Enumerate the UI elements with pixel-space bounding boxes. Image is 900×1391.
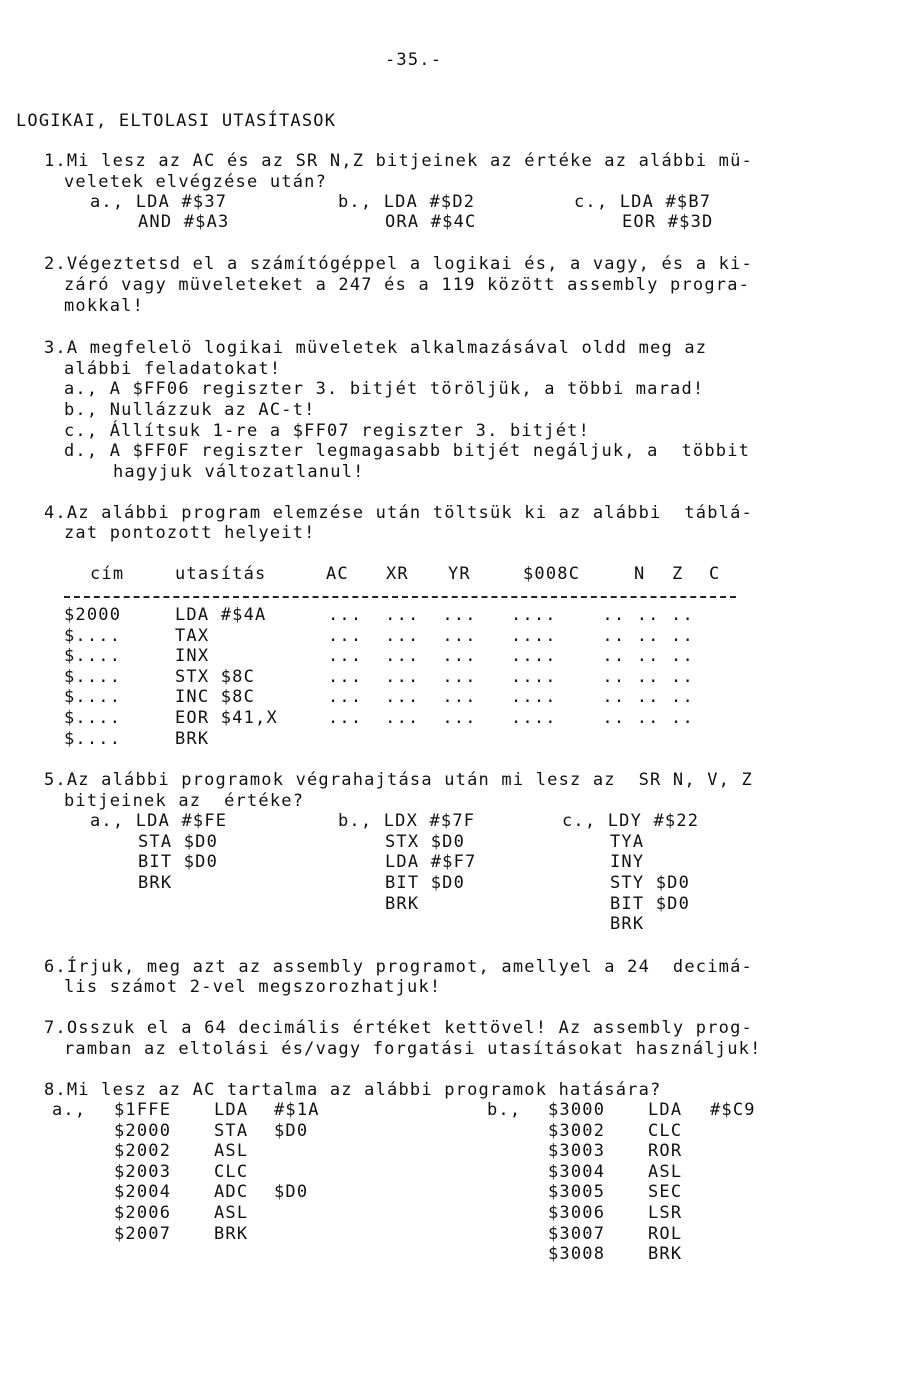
- table-row-1-values: ... ... ... .... .. .. ..: [328, 605, 694, 625]
- table-row-3-addr: $....: [64, 646, 122, 666]
- q1-c-line2: EOR #$3D: [622, 212, 714, 232]
- table-header-yr: YR: [448, 564, 471, 584]
- q3-item-d-line2: hagyjuk változatlanul!: [113, 462, 365, 482]
- q8-a-row3-addr: $2002: [114, 1141, 172, 1161]
- table-row-5-instr: INC $8C: [175, 687, 256, 707]
- table-row-2-instr: TAX: [175, 626, 210, 646]
- table-header-ac: AC: [326, 564, 349, 584]
- table-row-3-instr: INX: [175, 646, 210, 666]
- q8-b-label: b.,: [487, 1100, 522, 1120]
- q2-line1: 2.Végeztetsd el a számítógéppel a logikai és, a vagy, és a ki-: [44, 254, 753, 274]
- table-header-n: N: [634, 564, 646, 584]
- q8-b-row1-addr: $3000: [548, 1100, 606, 1120]
- q3-item-b: b., Nullázzuk az AC-t!: [64, 400, 316, 420]
- q8-b-row4-addr: $3004: [548, 1162, 606, 1182]
- q1-line1: 1.Mi lesz az AC és az SR N,Z bitjeinek az értéke az alábbi mü-: [44, 151, 753, 171]
- q7-line2: ramban az eltolási és/vagy forgatási utasításokat használjuk!: [64, 1039, 762, 1059]
- q8-a-row2-addr: $2000: [114, 1121, 172, 1141]
- table-row-6-values: ... ... ... .... .. .. ..: [328, 708, 694, 728]
- q7-line1: 7.Osszuk el a 64 decimális értéket kettövel! Az assembly prog-: [44, 1018, 753, 1038]
- q2-line3: mokkal!: [64, 296, 145, 316]
- q5-c-line5: BIT $D0: [610, 894, 691, 914]
- q3-item-c: c., Állítsuk 1-re a $FF07 regiszter 3. bitjét!: [64, 421, 591, 441]
- q3-item-d-line1: d., A $FF0F regiszter legmagasabb bitjét negáljuk, a többit: [64, 441, 751, 461]
- q8-b-row1-op: LDA: [648, 1100, 683, 1120]
- q4-line2: zat pontozott helyeit!: [64, 523, 316, 543]
- table-header-z: Z: [672, 564, 684, 584]
- table-row-2-values: ... ... ... .... .. .. ..: [328, 626, 694, 646]
- table-row-2-addr: $....: [64, 626, 122, 646]
- table-row-1-instr: LDA #$4A: [175, 605, 267, 625]
- q5-a-line2: STA $D0: [138, 832, 219, 852]
- table-row-1-addr: $2000: [64, 605, 122, 625]
- q5-b-line5: BRK: [385, 894, 420, 914]
- table-row-3-values: ... ... ... .... .. .. ..: [328, 646, 694, 666]
- q8-a-row1-op: LDA: [214, 1100, 249, 1120]
- table-header-xr: XR: [386, 564, 409, 584]
- page-number: -35.-: [385, 50, 443, 70]
- q5-c-line1: c., LDY #$22: [562, 811, 700, 831]
- q8-a-row7-addr: $2007: [114, 1224, 172, 1244]
- q8-a-row4-op: CLC: [214, 1162, 249, 1182]
- q8-b-row2-addr: $3002: [548, 1121, 606, 1141]
- section-heading: LOGIKAI, ELTOLASI UTASÍTASOK: [16, 111, 337, 131]
- q8-a-row5-arg: $D0: [274, 1182, 309, 1202]
- q8-a-label: a.,: [52, 1100, 87, 1120]
- q8-b-row3-op: ROR: [648, 1141, 683, 1161]
- q5-b-line3: LDA #$F7: [385, 852, 477, 872]
- q8-b-row7-op: ROL: [648, 1224, 683, 1244]
- table-row-7-instr: BRK: [175, 729, 210, 749]
- q5-b-line4: BIT $D0: [385, 873, 466, 893]
- table-row-7-addr: $....: [64, 729, 122, 749]
- q1-c-line1: c., LDA #$B7: [574, 192, 712, 212]
- q8-b-row2-op: CLC: [648, 1121, 683, 1141]
- q8-b-row4-op: ASL: [648, 1162, 683, 1182]
- q8-b-row8-addr: $3008: [548, 1244, 606, 1264]
- q8-b-row7-addr: $3007: [548, 1224, 606, 1244]
- q8-a-row4-addr: $2003: [114, 1162, 172, 1182]
- q1-b-line2: ORA #$4C: [385, 212, 477, 232]
- q2-line2: záró vagy müveleteket a 247 és a 119 között assembly progra-: [64, 275, 751, 295]
- table-divider: [64, 596, 736, 598]
- table-header-utasitas: utasítás: [175, 564, 267, 584]
- q5-b-line2: STX $D0: [385, 832, 466, 852]
- table-row-5-values: ... ... ... .... .. .. ..: [328, 687, 694, 707]
- q8-b-row6-op: LSR: [648, 1203, 683, 1223]
- q5-c-line2: TYA: [610, 832, 645, 852]
- table-row-4-addr: $....: [64, 667, 122, 687]
- q3-item-a: a., A $FF06 regiszter 3. bitjét töröljük, a többi marad!: [64, 379, 705, 399]
- q8-b-row8-op: BRK: [648, 1244, 683, 1264]
- q8-a-row1-arg: #$1A: [274, 1100, 320, 1120]
- q1-line2: veletek elvégzése után?: [64, 172, 328, 192]
- q3-line1: 3.A megfelelö logikai müveletek alkalmazásával oldd meg az: [44, 338, 708, 358]
- table-row-6-addr: $....: [64, 708, 122, 728]
- table-header-008c: $008C: [523, 564, 581, 584]
- table-header-c: C: [709, 564, 721, 584]
- q8-b-row3-addr: $3003: [548, 1141, 606, 1161]
- q8-a-row7-op: BRK: [214, 1224, 249, 1244]
- q8-b-row1-arg: #$C9: [710, 1100, 756, 1120]
- q8-a-row3-op: ASL: [214, 1141, 249, 1161]
- q1-a-line2: AND #$A3: [138, 212, 230, 232]
- q5-a-line1: a., LDA #$FE: [90, 811, 228, 831]
- q3-line2: alábbi feladatokat!: [64, 359, 282, 379]
- q8-a-row1-addr: $1FFE: [114, 1100, 172, 1120]
- q5-line1: 5.Az alábbi programok végrahajtása után mi lesz az SR N, V, Z: [44, 770, 753, 790]
- table-row-5-addr: $....: [64, 687, 122, 707]
- q6-line2: lis számot 2-vel megszorozhatjuk!: [64, 977, 442, 997]
- q1-a-line1: a., LDA #$37: [90, 192, 228, 212]
- table-header-cim: cím: [90, 564, 125, 584]
- q8-a-row2-op: STA: [214, 1121, 249, 1141]
- q8-b-row6-addr: $3006: [548, 1203, 606, 1223]
- q5-b-line1: b., LDX #$7F: [338, 811, 476, 831]
- q8-a-row5-op: ADC: [214, 1182, 249, 1202]
- q5-a-line4: BRK: [138, 873, 173, 893]
- q8-a-row2-arg: $D0: [274, 1121, 309, 1141]
- q8-b-row5-addr: $3005: [548, 1182, 606, 1202]
- q5-a-line3: BIT $D0: [138, 852, 219, 872]
- q4-line1: 4.Az alábbi program elemzése után töltsük ki az alábbi táblá-: [44, 503, 753, 523]
- q8-a-row6-op: ASL: [214, 1203, 249, 1223]
- q5-line2: bitjeinek az értéke?: [64, 791, 305, 811]
- q6-line1: 6.Írjuk, meg azt az assembly programot, amellyel a 24 decimá-: [44, 957, 753, 977]
- q5-c-line6: BRK: [610, 914, 645, 934]
- q8-a-row6-addr: $2006: [114, 1203, 172, 1223]
- table-row-6-instr: EOR $41,X: [175, 708, 278, 728]
- table-row-4-instr: STX $8C: [175, 667, 256, 687]
- table-row-4-values: ... ... ... .... .. .. ..: [328, 667, 694, 687]
- q8-b-row5-op: SEC: [648, 1182, 683, 1202]
- q5-c-line3: INY: [610, 852, 645, 872]
- q8-line1: 8.Mi lesz az AC tartalma az alábbi programok hatására?: [44, 1080, 662, 1100]
- q1-b-line1: b., LDA #$D2: [338, 192, 476, 212]
- q5-c-line4: STY $D0: [610, 873, 691, 893]
- q8-a-row5-addr: $2004: [114, 1182, 172, 1202]
